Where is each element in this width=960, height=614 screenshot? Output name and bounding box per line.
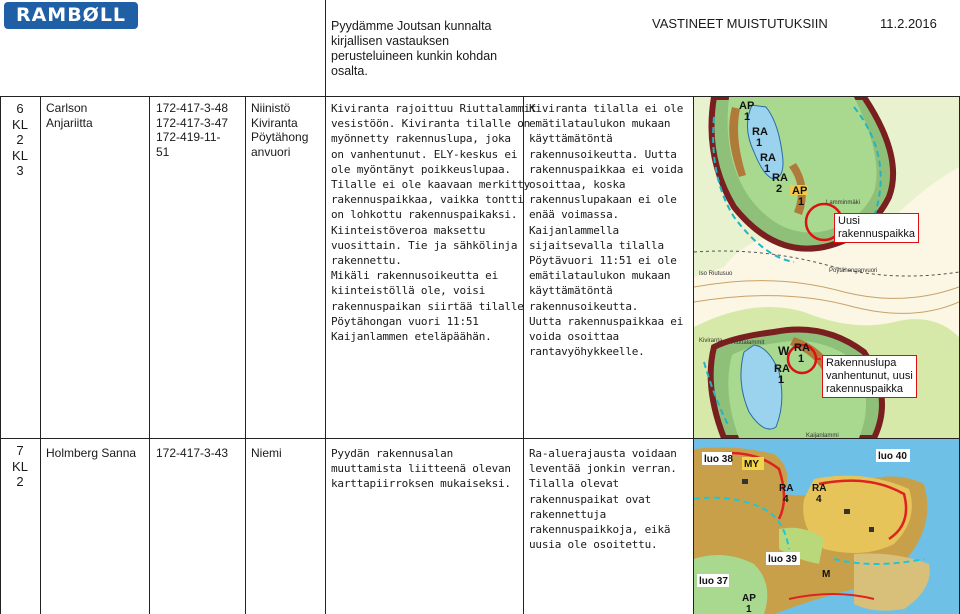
row-number: 7 KL 2: [12, 443, 28, 489]
zoning-map-row-7: [694, 439, 959, 614]
callout-new-building-site: Uusi rakennuspaikka: [834, 213, 919, 243]
svg-text:4: 4: [816, 494, 822, 505]
property-name: Niinistö Kiviranta Pöytähong anvuori: [251, 101, 309, 159]
svg-text:1: 1: [746, 604, 752, 614]
svg-text:Iso Riutusuo: Iso Riutusuo: [699, 271, 733, 277]
svg-text:RA: RA: [760, 152, 776, 164]
svg-text:luo 38: luo 38: [704, 454, 733, 465]
document-date: 11.2.2016: [880, 16, 937, 31]
svg-text:RA: RA: [794, 342, 810, 354]
svg-text:MY: MY: [744, 459, 759, 470]
comment-text: Kiviranta rajoittuu Riuttalammit vesistöön. Kiviranta tilalle on myönnetty rakennuslupa, joka on vanhentunut. ELY-keskus ei ole myöntänyt poikkeuslupaa. Tilalle ei ole kaavaan merkitty rakennuspaikkaa, vaikka tontti on lohkottu rakennuspaikaksi. Kiinteistöveroa maksettu vuosittain. Tie ja sähkölinja rakennettu. Mikäli rakennusoikeutta ei kiinteistöllä ole, voisi rakennuspaikan siirtää tilalle Pöytähongan vuori 11:51 Kaijanlammen eteläpäähän.: [331, 102, 537, 344]
document-title: VASTINEET MUISTUTUKSIIN: [652, 16, 828, 31]
svg-text:Kaijanlammi: Kaijanlammi: [806, 433, 839, 438]
response-text: Ra-aluerajausta voidaan leventää jonkin verran. Tilalla olevat rakennuspaikat ovat rakennettuja rakennuspaikkoja, eikä uusia ole osoitettu.: [529, 447, 677, 552]
svg-text:Lamminmäki: Lamminmäki: [826, 200, 861, 206]
svg-text:RA: RA: [779, 483, 794, 494]
comment-text: Pyydän rakennusalan muuttamista liitteenä olevan karttapiirroksen mukaiseksi.: [331, 447, 511, 491]
svg-text:1: 1: [756, 137, 763, 149]
svg-text:2: 2: [776, 183, 783, 195]
svg-text:Pöytähonganvuori: Pöytähonganvuori: [829, 268, 878, 274]
svg-text:RA: RA: [812, 483, 827, 494]
property-id: 172-417-3-48 172-417-3-47 172-419-11- 51: [156, 101, 229, 159]
property-name: Niemi: [251, 446, 282, 460]
svg-text:1: 1: [798, 196, 805, 208]
svg-text:M: M: [822, 569, 831, 580]
svg-text:AP: AP: [739, 100, 755, 112]
svg-text:Kiviranta: Kiviranta: [699, 338, 723, 344]
svg-text:4: 4: [783, 494, 789, 505]
svg-text:luo 40: luo 40: [878, 451, 907, 462]
owner-name: Carlson Anjariitta: [46, 101, 93, 130]
svg-text:luo 37: luo 37: [699, 576, 728, 587]
svg-text:RA: RA: [752, 126, 768, 138]
svg-text:luo 39: luo 39: [768, 554, 797, 565]
svg-text:W: W: [778, 344, 790, 358]
svg-text:AP: AP: [742, 593, 756, 604]
zoning-map-row-6: [694, 97, 959, 438]
svg-text:1: 1: [744, 111, 751, 123]
svg-text:1: 1: [798, 353, 805, 365]
svg-text:Riuttalammit: Riuttalammit: [731, 340, 765, 346]
svg-text:RA: RA: [774, 363, 790, 375]
top-note: Pyydämme Joutsan kunnalta kirjallisen vastauksen perusteluineen kunkin kohdan osalta.: [331, 19, 498, 78]
svg-text:1: 1: [778, 374, 785, 386]
row-number: 6 KL 2 KL 3: [12, 101, 28, 178]
response-text: Kiviranta tilalla ei ole emätilataulukon mukaan käyttämätöntä rakennusoikeutta. Uutta rakennuspaikkaa ei voida osoittaa, koska rakennuslupakaan ei ole enää voimassa. Kaijanlammella sijaitsevalla tilalla Pöytävuori 11:51 ei ole emätilataulukon mukaan käyttämätöntä rakennusoikeutta. Uutta rakennuspaikkaa ei voida osoittaa rantavyöhykkeelle.: [529, 102, 684, 359]
ramboll-logo: RAMBØLL: [4, 2, 138, 29]
svg-text:1: 1: [764, 163, 771, 175]
svg-text:AP: AP: [792, 185, 808, 197]
property-id: 172-417-3-43: [156, 446, 229, 460]
zoning-map-graphic: [694, 439, 959, 614]
owner-name: Holmberg Sanna: [46, 446, 137, 460]
callout-expired-permit: Rakennuslupa vanhentunut, uusi rakennuspaikka: [822, 355, 917, 398]
svg-text:RA: RA: [772, 172, 788, 184]
